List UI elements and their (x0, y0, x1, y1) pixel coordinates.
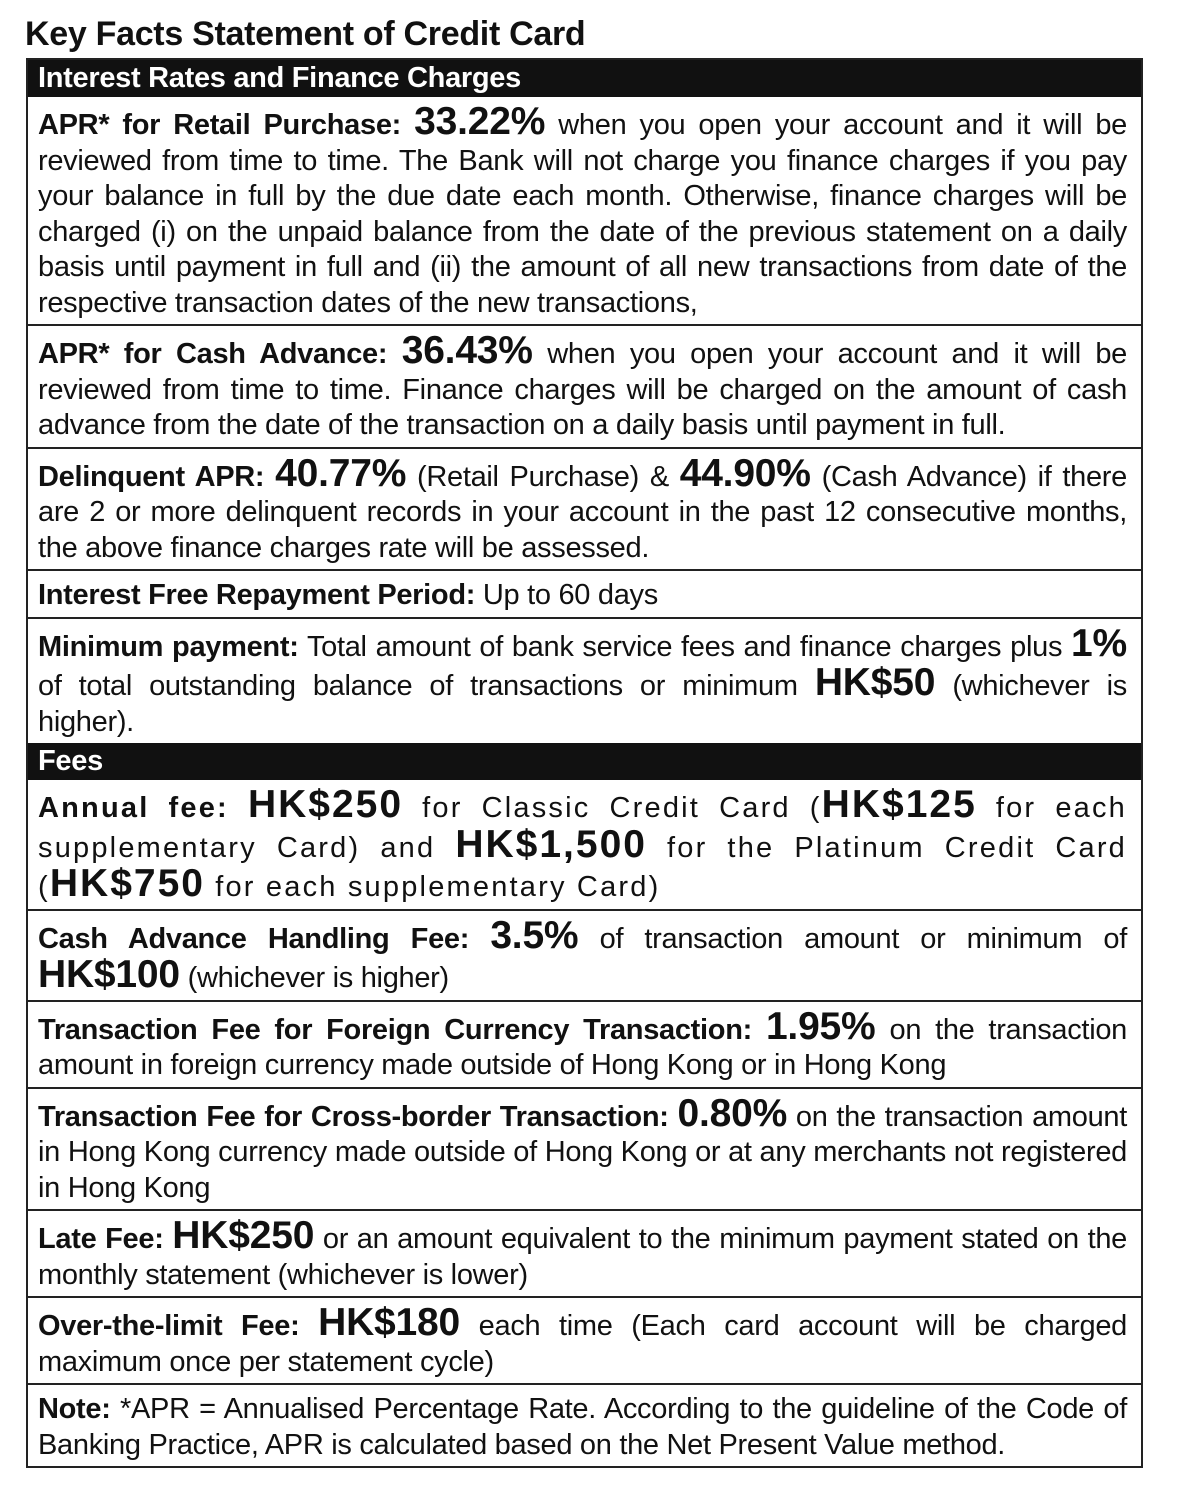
annual-fee-text-1: for Classic Credit Card ( (422, 792, 822, 824)
cross-border-text: on the transaction amount in Hong Kong currency made outside of Hong Kong or at any merchants not registered in Hong Kong (38, 1100, 1128, 1204)
apr-retail-label: APR* for Retail Purchase: (38, 109, 402, 141)
apr-cash-label: APR* for Cash Advance: (38, 338, 388, 370)
foreign-fee-value: 1.95% (765, 1004, 876, 1048)
minimum-payment-text-3: (whichever is higher). (38, 670, 1127, 738)
delinquent-cash-value: 44.90% (679, 451, 811, 495)
cross-border-label: Transaction Fee for Cross-border Transaction: (38, 1100, 669, 1133)
minimum-payment-label: Minimum payment: (38, 630, 299, 663)
annual-fee-text-2: for each supplementary Card) and (38, 792, 1128, 864)
row-apr-cash (28, 324, 1141, 447)
annual-fee-classic-supp: HK$125 (821, 783, 977, 826)
over-limit-value: HK$180 (318, 1301, 460, 1344)
annual-fee-platinum-supp: HK$750 (49, 862, 205, 905)
minimum-payment-percent: 1% (1071, 621, 1127, 665)
annual-fee-text-4: for each supplementary Card) (215, 871, 661, 903)
over-limit-text: each time (Each card account will be charged maximum once per statement cycle) (38, 1310, 1127, 1378)
cash-handling-percent: 3.5% (490, 913, 579, 957)
row-interest-free (28, 569, 1141, 617)
delinquent-label: Delinquent APR: (38, 460, 265, 493)
row-annual-fee (28, 780, 1141, 909)
row-late-fee (28, 1209, 1141, 1296)
interest-free-text: Up to 60 days (482, 579, 658, 611)
annual-fee-classic: HK$250 (247, 783, 404, 826)
interest-free-label: Interest Free Repayment Period: (38, 579, 476, 611)
row-minimum-payment (28, 617, 1141, 744)
page-title: Key Facts Statement of Credit Card (25, 15, 586, 53)
cash-handling-text-2: (whichever is higher) (187, 962, 449, 994)
late-fee-value: HK$250 (172, 1214, 315, 1257)
cash-handling-amount: HK$100 (38, 953, 180, 996)
apr-retail-text: when you open your account and it will be reviewed from time to time. The Bank will not charge you finance charges if you pay your balance in full by the due date each month. Otherwise, finance charges will be charged (i) on the unpaid balance from the date of the previous statement on a daily basis until payment in full and (ii) the amount of all new transactions from date of the respective transaction dates of the new transactions, (38, 109, 1128, 319)
row-foreign-currency-fee (28, 1000, 1141, 1087)
row-over-limit-fee (28, 1296, 1141, 1383)
late-fee-label: Late Fee: (38, 1223, 164, 1255)
note-text: *APR = Annualised Percentage Rate. According to the guideline of the Code of Banking Practice, APR is calculated based on the Net Present Value method. (38, 1393, 1127, 1461)
late-fee-text: or an amount equivalent to the minimum payment stated on the monthly statement (whichever is lower) (38, 1223, 1127, 1291)
annual-fee-label: Annual fee: (38, 792, 229, 824)
delinquent-text-2: (Cash Advance) if there are 2 or more delinquent records in your account in the past 12 consecutive months, the above finance charges rate will be assessed. (38, 460, 1127, 564)
apr-retail-value: 33.22% (414, 100, 546, 143)
apr-cash-value: 36.43% (401, 329, 533, 372)
apr-cash-text: when you open your account and it will be reviewed from time to time. Finance charges will be charged on the amount of cash advance from the date of the transaction on a daily basis until payment in full. (38, 338, 1128, 441)
row-apr-retail (28, 97, 1141, 324)
note-label: Note: (38, 1393, 111, 1425)
minimum-payment-text-2: of total outstanding balance of transactions or minimum (38, 670, 798, 702)
cross-border-value: 0.80% (677, 1091, 788, 1135)
delinquent-retail-value: 40.77% (275, 451, 407, 495)
cash-handling-text-1: of transaction amount or minimum of (599, 922, 1127, 955)
foreign-fee-label: Transaction Fee for Foreign Currency Transaction: (38, 1013, 752, 1046)
annual-fee-platinum: HK$1,500 (455, 822, 647, 866)
delinquent-text-1: (Retail Purchase) & (417, 460, 669, 493)
row-cross-border-fee (28, 1087, 1141, 1210)
row-delinquent-apr (28, 447, 1141, 570)
row-note (28, 1383, 1141, 1466)
key-facts-table (26, 58, 1143, 1468)
minimum-payment-text-1: Total amount of bank service fees and finance charges plus (306, 630, 1063, 663)
minimum-payment-amount: HK$50 (814, 661, 936, 704)
section-header-fees: Fees (28, 743, 1141, 780)
over-limit-label: Over-the-limit Fee: (38, 1310, 300, 1342)
cash-handling-label: Cash Advance Handling Fee: (38, 922, 470, 955)
section-header-interest: Interest Rates and Finance Charges (28, 60, 1141, 97)
foreign-fee-text: on the transaction amount in foreign currency made outside of Hong Kong or in Hong Kong (38, 1013, 1127, 1081)
row-cash-handling-fee (28, 909, 1141, 1000)
annual-fee-text-3: for the Platinum Credit Card ( (38, 831, 1128, 903)
